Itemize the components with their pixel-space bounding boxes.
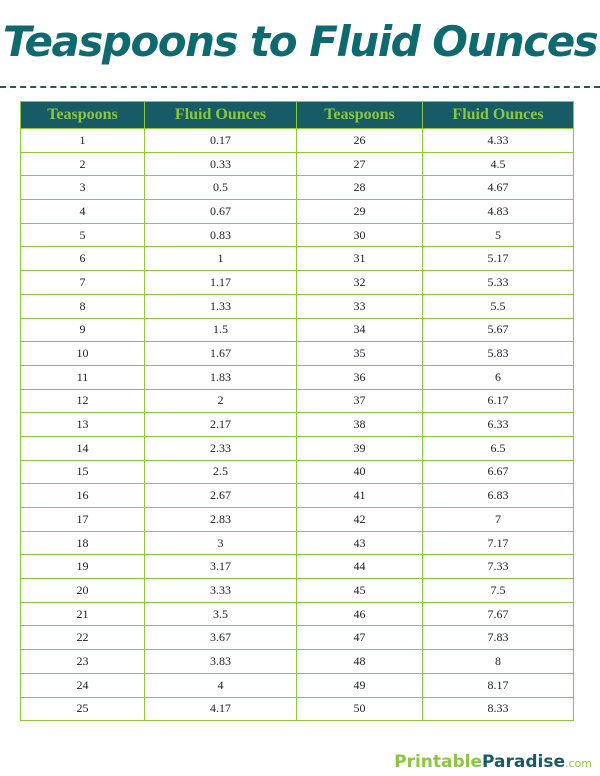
fluid-ounces-cell: 0.17	[145, 129, 297, 153]
header-fluid-ounces: Fluid Ounces	[145, 102, 297, 129]
teaspoons-cell: 34	[297, 318, 423, 342]
teaspoons-cell: 24	[21, 673, 145, 697]
fluid-ounces-cell: 6.33	[423, 413, 574, 437]
fluid-ounces-cell: 4	[145, 673, 297, 697]
table-row	[21, 318, 574, 342]
fluid-ounces-cell: 2.83	[145, 508, 297, 532]
fluid-ounces-cell: 1	[145, 247, 297, 271]
table-row	[21, 342, 574, 366]
fluid-ounces-cell: 7.33	[423, 555, 574, 579]
table-row	[21, 460, 574, 484]
teaspoons-cell: 35	[297, 342, 423, 366]
table-body	[21, 129, 574, 721]
table-row	[21, 626, 574, 650]
fluid-ounces-cell: 4.83	[423, 200, 574, 224]
teaspoons-cell: 10	[21, 342, 145, 366]
fluid-ounces-cell: 5.67	[423, 318, 574, 342]
teaspoons-cell: 20	[21, 579, 145, 603]
fluid-ounces-cell: 4.17	[145, 697, 297, 721]
teaspoons-cell: 46	[297, 602, 423, 626]
table-row	[21, 697, 574, 721]
teaspoons-cell: 27	[297, 152, 423, 176]
fluid-ounces-cell: 8.33	[423, 697, 574, 721]
teaspoons-cell: 42	[297, 508, 423, 532]
fluid-ounces-cell: 5.5	[423, 294, 574, 318]
fluid-ounces-cell: 2.67	[145, 484, 297, 508]
fluid-ounces-cell: 6.67	[423, 460, 574, 484]
fluid-ounces-cell: 1.67	[145, 342, 297, 366]
fluid-ounces-cell: 4.5	[423, 152, 574, 176]
dashed-divider	[0, 86, 600, 88]
teaspoons-cell: 30	[297, 223, 423, 247]
table-row	[21, 176, 574, 200]
table-row	[21, 389, 574, 413]
table-row	[21, 200, 574, 224]
teaspoons-cell: 23	[21, 650, 145, 674]
teaspoons-cell: 1	[21, 129, 145, 153]
fluid-ounces-cell: 0.83	[145, 223, 297, 247]
header-teaspoons: Teaspoons	[21, 102, 145, 129]
teaspoons-cell: 17	[21, 508, 145, 532]
fluid-ounces-cell: 3.67	[145, 626, 297, 650]
fluid-ounces-cell: 6	[423, 365, 574, 389]
fluid-ounces-cell: 7.17	[423, 531, 574, 555]
fluid-ounces-cell: 1.17	[145, 271, 297, 295]
header-fluid-ounces: Fluid Ounces	[423, 102, 574, 129]
teaspoons-cell: 16	[21, 484, 145, 508]
teaspoons-cell: 33	[297, 294, 423, 318]
table-row	[21, 294, 574, 318]
table-row	[21, 579, 574, 603]
fluid-ounces-cell: 3	[145, 531, 297, 555]
teaspoons-cell: 48	[297, 650, 423, 674]
fluid-ounces-cell: 2.5	[145, 460, 297, 484]
table-row	[21, 602, 574, 626]
fluid-ounces-cell: 7.83	[423, 626, 574, 650]
table-row	[21, 436, 574, 460]
teaspoons-cell: 44	[297, 555, 423, 579]
header-teaspoons: Teaspoons	[297, 102, 423, 129]
table-row	[21, 223, 574, 247]
teaspoons-cell: 15	[21, 460, 145, 484]
page-title: Teaspoons to Fluid Ounces	[2, 17, 598, 66]
teaspoons-cell: 5	[21, 223, 145, 247]
teaspoons-cell: 49	[297, 673, 423, 697]
fluid-ounces-cell: 1.33	[145, 294, 297, 318]
fluid-ounces-cell: 5	[423, 223, 574, 247]
fluid-ounces-cell: 0.67	[145, 200, 297, 224]
teaspoons-cell: 25	[21, 697, 145, 721]
fluid-ounces-cell: 6.17	[423, 389, 574, 413]
fluid-ounces-cell: 1.5	[145, 318, 297, 342]
conversion-table	[20, 101, 574, 721]
table-row	[21, 673, 574, 697]
table-row	[21, 129, 574, 153]
fluid-ounces-cell: 6.5	[423, 436, 574, 460]
teaspoons-cell: 45	[297, 579, 423, 603]
teaspoons-cell: 40	[297, 460, 423, 484]
brand-part-paradise: Paradise	[482, 752, 565, 772]
fluid-ounces-cell: 3.83	[145, 650, 297, 674]
fluid-ounces-cell: 3.5	[145, 602, 297, 626]
fluid-ounces-cell: 2.33	[145, 436, 297, 460]
table-row	[21, 531, 574, 555]
fluid-ounces-cell: 7.5	[423, 579, 574, 603]
teaspoons-cell: 22	[21, 626, 145, 650]
fluid-ounces-cell: 2.17	[145, 413, 297, 437]
teaspoons-cell: 8	[21, 294, 145, 318]
table-row	[21, 484, 574, 508]
fluid-ounces-cell: 8	[423, 650, 574, 674]
fluid-ounces-cell: 4.33	[423, 129, 574, 153]
teaspoons-cell: 38	[297, 413, 423, 437]
teaspoons-cell: 9	[21, 318, 145, 342]
teaspoons-cell: 32	[297, 271, 423, 295]
teaspoons-cell: 43	[297, 531, 423, 555]
table-row	[21, 152, 574, 176]
table-row	[21, 365, 574, 389]
fluid-ounces-cell: 5.17	[423, 247, 574, 271]
brand-part-com: .com	[565, 757, 592, 770]
teaspoons-cell: 47	[297, 626, 423, 650]
fluid-ounces-cell: 5.83	[423, 342, 574, 366]
table-row	[21, 271, 574, 295]
teaspoons-cell: 19	[21, 555, 145, 579]
table-row	[21, 650, 574, 674]
table-row	[21, 413, 574, 437]
teaspoons-cell: 39	[297, 436, 423, 460]
teaspoons-cell: 4	[21, 200, 145, 224]
teaspoons-cell: 31	[297, 247, 423, 271]
fluid-ounces-cell: 3.17	[145, 555, 297, 579]
teaspoons-cell: 28	[297, 176, 423, 200]
teaspoons-cell: 11	[21, 365, 145, 389]
fluid-ounces-cell: 8.17	[423, 673, 574, 697]
teaspoons-cell: 7	[21, 271, 145, 295]
teaspoons-cell: 36	[297, 365, 423, 389]
brand-part-printable: Printable	[394, 752, 483, 772]
teaspoons-cell: 26	[297, 129, 423, 153]
fluid-ounces-cell: 0.5	[145, 176, 297, 200]
teaspoons-cell: 14	[21, 436, 145, 460]
teaspoons-cell: 12	[21, 389, 145, 413]
table-row	[21, 555, 574, 579]
teaspoons-cell: 21	[21, 602, 145, 626]
fluid-ounces-cell: 7	[423, 508, 574, 532]
fluid-ounces-cell: 2	[145, 389, 297, 413]
teaspoons-cell: 3	[21, 176, 145, 200]
table-header-row	[21, 102, 574, 129]
table-row	[21, 508, 574, 532]
fluid-ounces-cell: 5.33	[423, 271, 574, 295]
table-row	[21, 247, 574, 271]
fluid-ounces-cell: 3.33	[145, 579, 297, 603]
brand-logo	[394, 752, 592, 774]
fluid-ounces-cell: 6.83	[423, 484, 574, 508]
teaspoons-cell: 29	[297, 200, 423, 224]
fluid-ounces-cell: 7.67	[423, 602, 574, 626]
teaspoons-cell: 37	[297, 389, 423, 413]
teaspoons-cell: 13	[21, 413, 145, 437]
teaspoons-cell: 6	[21, 247, 145, 271]
teaspoons-cell: 2	[21, 152, 145, 176]
teaspoons-cell: 18	[21, 531, 145, 555]
teaspoons-cell: 41	[297, 484, 423, 508]
fluid-ounces-cell: 1.83	[145, 365, 297, 389]
teaspoons-cell: 50	[297, 697, 423, 721]
fluid-ounces-cell: 0.33	[145, 152, 297, 176]
fluid-ounces-cell: 4.67	[423, 176, 574, 200]
